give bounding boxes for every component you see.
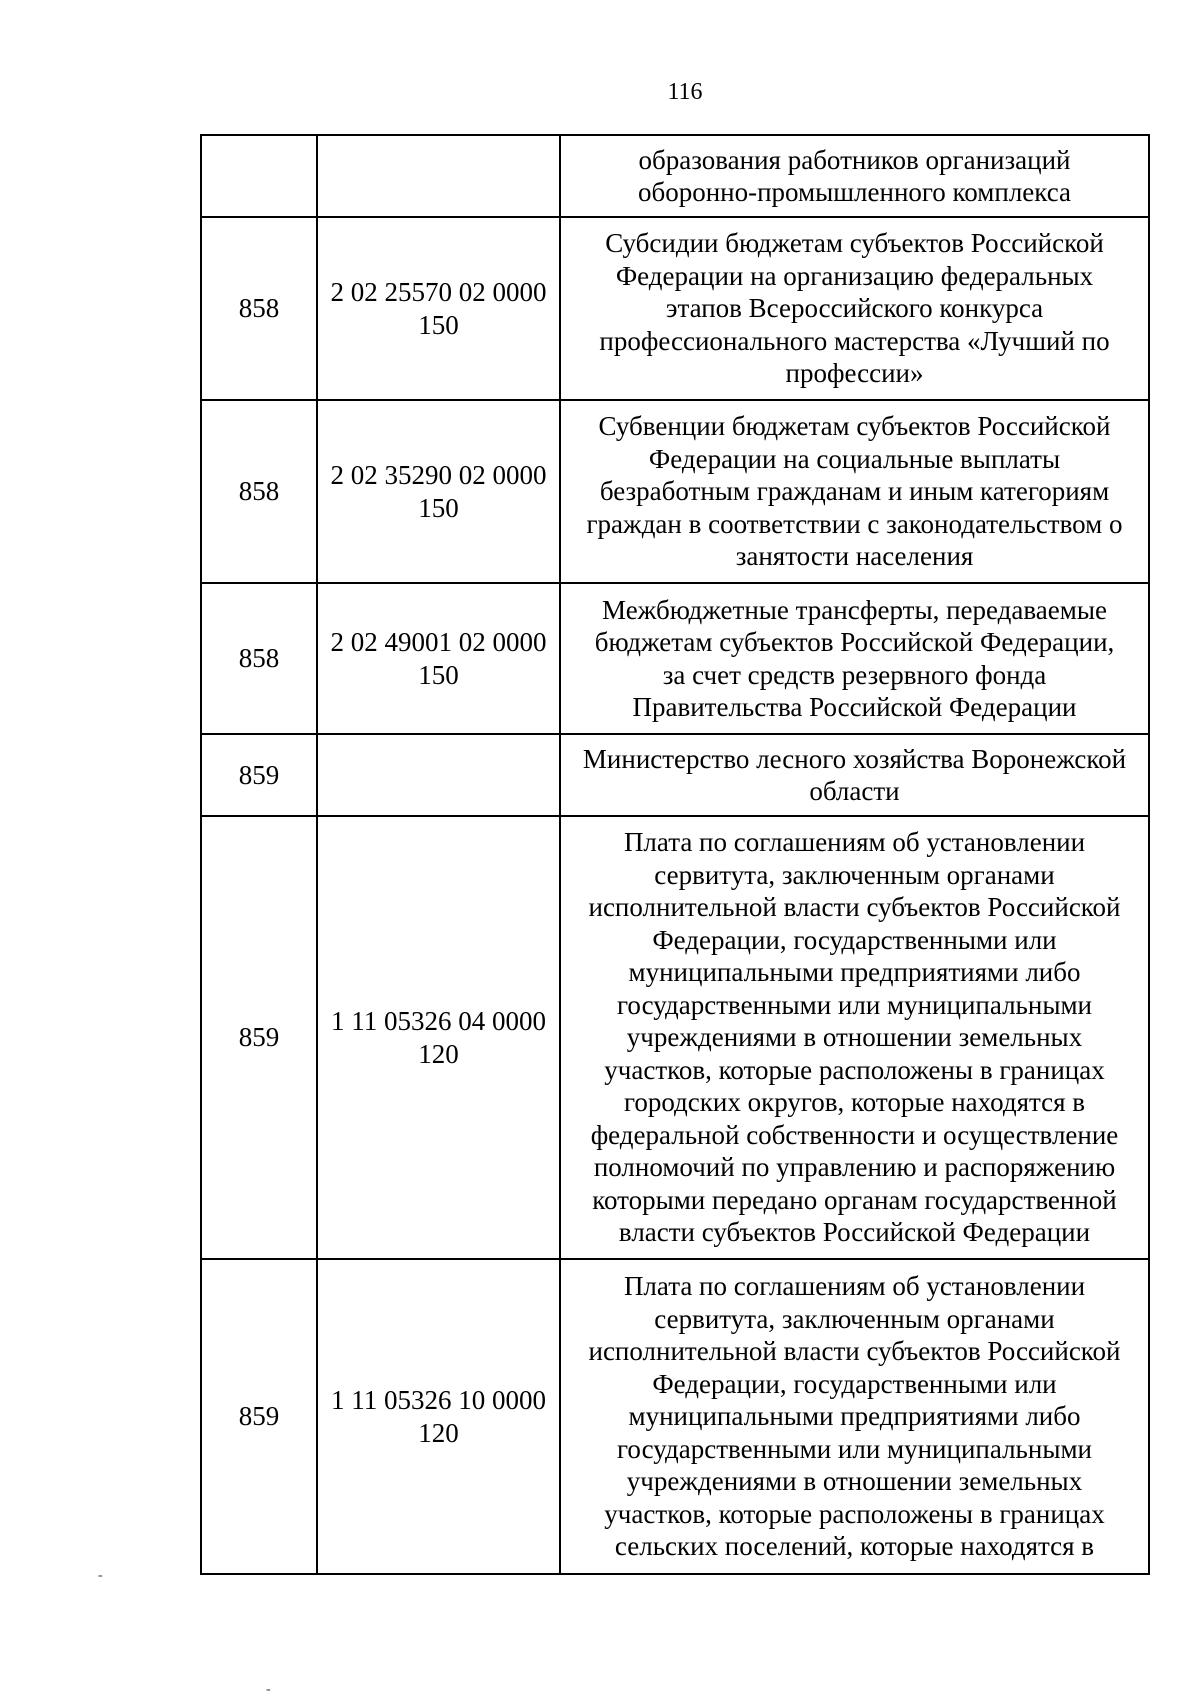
table-row <box>201 135 1149 217</box>
revenue-code-cell <box>317 734 560 816</box>
description-line: власти субъектов Российской Федерации <box>618 1217 1091 1248</box>
admin-code-cell: 859 <box>201 1259 317 1574</box>
page-number: 116 <box>667 79 703 105</box>
description-line: Межбюджетные трансферты, передаваемые <box>602 594 1107 625</box>
description-line: участков, которые расположены в границах <box>604 1054 1105 1085</box>
table-row <box>201 583 1149 734</box>
description-line: муниципальными предприятиями либо <box>628 957 1081 988</box>
scan-mark: - <box>98 1568 103 1583</box>
admin-code-cell <box>201 135 317 217</box>
revenue-code-cell: 1 11 05326 10 0000 120 <box>317 1259 560 1574</box>
description-line: Плата по соглашениям об установлении <box>623 827 1086 858</box>
description-line: Правительства Российской Федерации <box>632 692 1077 722</box>
revenue-description-cell <box>560 217 1149 400</box>
description-line: за счет средств резервного фонда <box>662 659 1047 690</box>
description-line: профессионального мастерства «Лучший по <box>599 325 1110 356</box>
table-row <box>201 217 1149 400</box>
description-line: области <box>809 776 900 806</box>
description-line: учреждениями в отношении земельных <box>626 1466 1083 1497</box>
table-row <box>201 816 1149 1259</box>
description-line: участков, которые расположены в границах <box>604 1498 1105 1529</box>
admin-code-cell: 858 <box>201 400 317 583</box>
description-line: этапов Всероссийского конкурса <box>665 293 1044 324</box>
description-line: сервитута, заключенным органами <box>654 1303 1055 1334</box>
table-row <box>201 1259 1149 1574</box>
description-line: Плата по соглашениям об установлении <box>623 1271 1086 1302</box>
scan-mark: - <box>266 1682 271 1697</box>
revenue-description-cell <box>560 583 1149 734</box>
description-line: Субсидии бюджетам субъектов Российской <box>605 228 1104 259</box>
description-line: исполнительной власти субъектов Российской <box>588 1336 1121 1367</box>
table-row <box>201 734 1149 816</box>
description-line: исполнительной власти субъектов Российской <box>588 892 1121 923</box>
description-line: которыми передано органам государственной <box>592 1184 1117 1215</box>
description-line: Федерации на социальные выплаты <box>648 443 1061 474</box>
description-line: Федерации на организацию федеральных <box>615 260 1094 291</box>
revenue-description-cell <box>560 135 1149 217</box>
description-line: граждан в соответствии с законодательством о <box>586 508 1123 539</box>
revenue-description-cell <box>560 400 1149 583</box>
description-line: муниципальными предприятиями либо <box>628 1401 1081 1432</box>
description-line: городских округов, которые находятся в <box>623 1087 1086 1118</box>
description-line: бюджетам субъектов Российской Федерации, <box>594 627 1115 657</box>
description-line: профессии» <box>785 358 924 389</box>
table-row <box>201 400 1149 583</box>
revenue-code-cell: 2 02 35290 02 0000 150 <box>317 400 560 583</box>
description-line: Министерство лесного хозяйства Воронежской <box>582 743 1127 774</box>
admin-code-cell: 859 <box>201 816 317 1259</box>
description-line: Федерации, государственными или <box>652 1368 1057 1399</box>
revenue-code-cell: 1 11 05326 04 0000 120 <box>317 816 560 1259</box>
description-line: сельских поселений, которые находятся в <box>614 1531 1095 1562</box>
description-line: занятости населения <box>735 541 974 572</box>
revenue-code-cell <box>317 135 560 217</box>
admin-code-cell: 858 <box>201 583 317 734</box>
description-line: образования работников организаций <box>638 144 1071 175</box>
description-line: федеральной собственности и осуществление <box>590 1119 1119 1150</box>
revenue-code-cell: 2 02 25570 02 0000 150 <box>317 217 560 400</box>
admin-code-cell: 859 <box>201 734 317 816</box>
revenue-description-cell <box>560 816 1149 1259</box>
revenue-description-cell <box>560 734 1149 816</box>
description-line: государственными или муниципальными <box>617 989 1092 1020</box>
description-line: оборонно-промышленного комплекса <box>637 177 1072 207</box>
description-line: государственными или муниципальными <box>617 1433 1092 1464</box>
budget-revenue-table <box>200 134 1150 1575</box>
revenue-code-cell: 2 02 49001 02 0000 150 <box>317 583 560 734</box>
description-line: Субвенции бюджетам субъектов Российской <box>598 411 1111 442</box>
description-line: сервитута, заключенным органами <box>654 859 1055 890</box>
description-line: учреждениями в отношении земельных <box>626 1022 1083 1053</box>
description-line: Федерации, государственными или <box>652 924 1057 955</box>
revenue-description-cell <box>560 1259 1149 1574</box>
admin-code-cell: 858 <box>201 217 317 400</box>
description-line: полномочий по управлению и распоряжению <box>593 1152 1116 1183</box>
description-line: безработным гражданам и иным категориям <box>599 476 1110 507</box>
